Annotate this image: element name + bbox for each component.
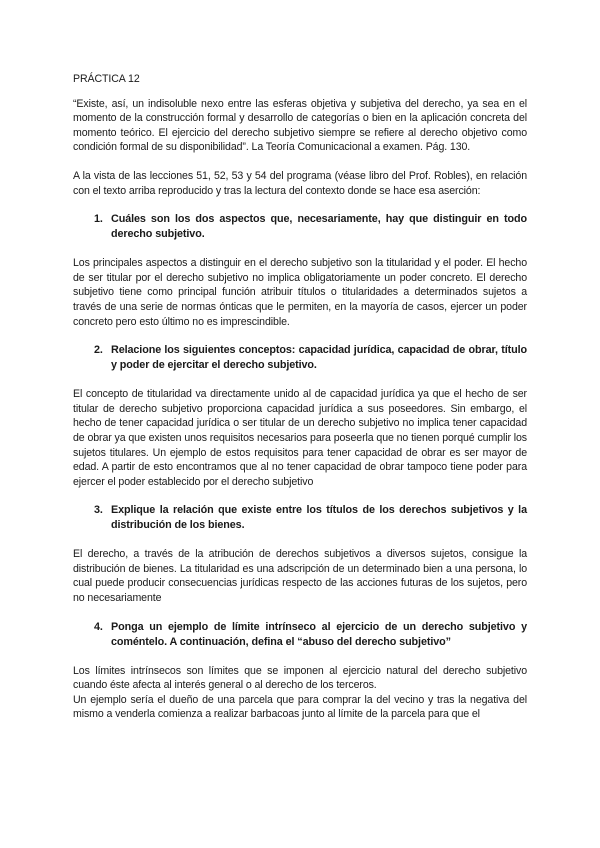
answer-4-continued: Un ejemplo sería el dueño de una parcela que para comprar la del vecino y tras la negativa del mismo a venderla comienza a realizar barbacoas junto al límite de la parcela para que el	[73, 693, 527, 721]
page-title: PRÁCTICA 12	[73, 73, 140, 85]
intro-paragraph: A la vista de las lecciones 51, 52, 53 y 54 del programa (véase libro del Prof. Robles), en relación con el texto arriba reproducido y tras la lectura del contexto donde se hace esa aserción:	[73, 169, 527, 197]
quote-paragraph: “Existe, así, un indisoluble nexo entre las esferas objetiva y subjetiva del derecho, ya sea en el momento de la construcción formal y desarrollo de categorías o bien en la aplicación concreta del momento teórico. El ejercicio del derecho subjetivo siempre se refiere al derecho objetivo como condición formal de su disponibilidad”. La Teoría Comunicacional a examen. Pág. 130.	[73, 97, 527, 154]
answer-4: Los límites intrínsecos son límites que se imponen al ejercicio natural del derecho subjetivo cuando éste afecta al interés general o al derecho de los terceros.	[73, 664, 527, 692]
question-4	[94, 620, 527, 650]
answer-3: El derecho, a través de la atribución de derechos subjetivos a diversos sujetos, consigue la distribución de bienes. La titularidad es una adscripción de un determinado bien a una persona, lo cual puede producir consecuencias jurídicas respecto de las acciones futuras de los sujetos, pero no necesariamente	[73, 548, 527, 605]
question-text: Cuáles son los dos aspectos que, necesariamente, hay que distinguir en todo derecho subjetivo.	[111, 213, 527, 241]
question-2	[94, 343, 527, 373]
question-3	[94, 503, 527, 533]
question-number: 2.	[94, 344, 103, 357]
question-text: Ponga un ejemplo de límite intrínseco al ejercicio de un derecho subjetivo y coméntelo. A continuación, defina el “abuso del derecho subjetivo”	[111, 620, 527, 648]
question-text: Explique la relación que existe entre los títulos de los derechos subjetivos y la distribución de los bienes.	[111, 504, 527, 532]
question-1	[94, 212, 527, 242]
answer-1: Los principales aspectos a distinguir en el derecho subjetivo son la titularidad y el poder. El hecho de ser titular por el derecho subjetivo no implica obligatoriamente un poder concreto. El derecho subjetivo tiene como principal función atribuir títulos o titularidades a determinados sujetos a través de una serie de normas ónticas que le permiten, en la mayoría de casos, ejercer un poder concreto pero esto último no es imprescindible.	[73, 257, 527, 328]
question-number: 1.	[94, 213, 103, 226]
answer-2: El concepto de titularidad va directamente unido al de capacidad jurídica ya que el hecho de ser titular de derecho subjetivo proporciona capacidad jurídica a sus poseedores. Sin embargo, el hecho de tener capacidad jurídica o ser titular de un derecho subjetivo no implica tener capacidad de obrar ya que existen unos requisitos necesarios para poseerla que no tienen porqué cumplir los sujetos titulares. Un ejemplo de estos requisitos para tener capacidad de obrar es ser mayor de edad. A partir de esto encontramos que al no tener capacidad de obrar tampoco tiene poder para ejercer el poder establecido por el derecho subjetivo	[73, 388, 527, 488]
question-number: 3.	[94, 504, 103, 517]
question-text: Relacione los siguientes conceptos: capacidad jurídica, capacidad de obrar, título y poder de ejercitar el derecho subjetivo.	[111, 344, 527, 372]
question-number: 4.	[94, 620, 103, 633]
